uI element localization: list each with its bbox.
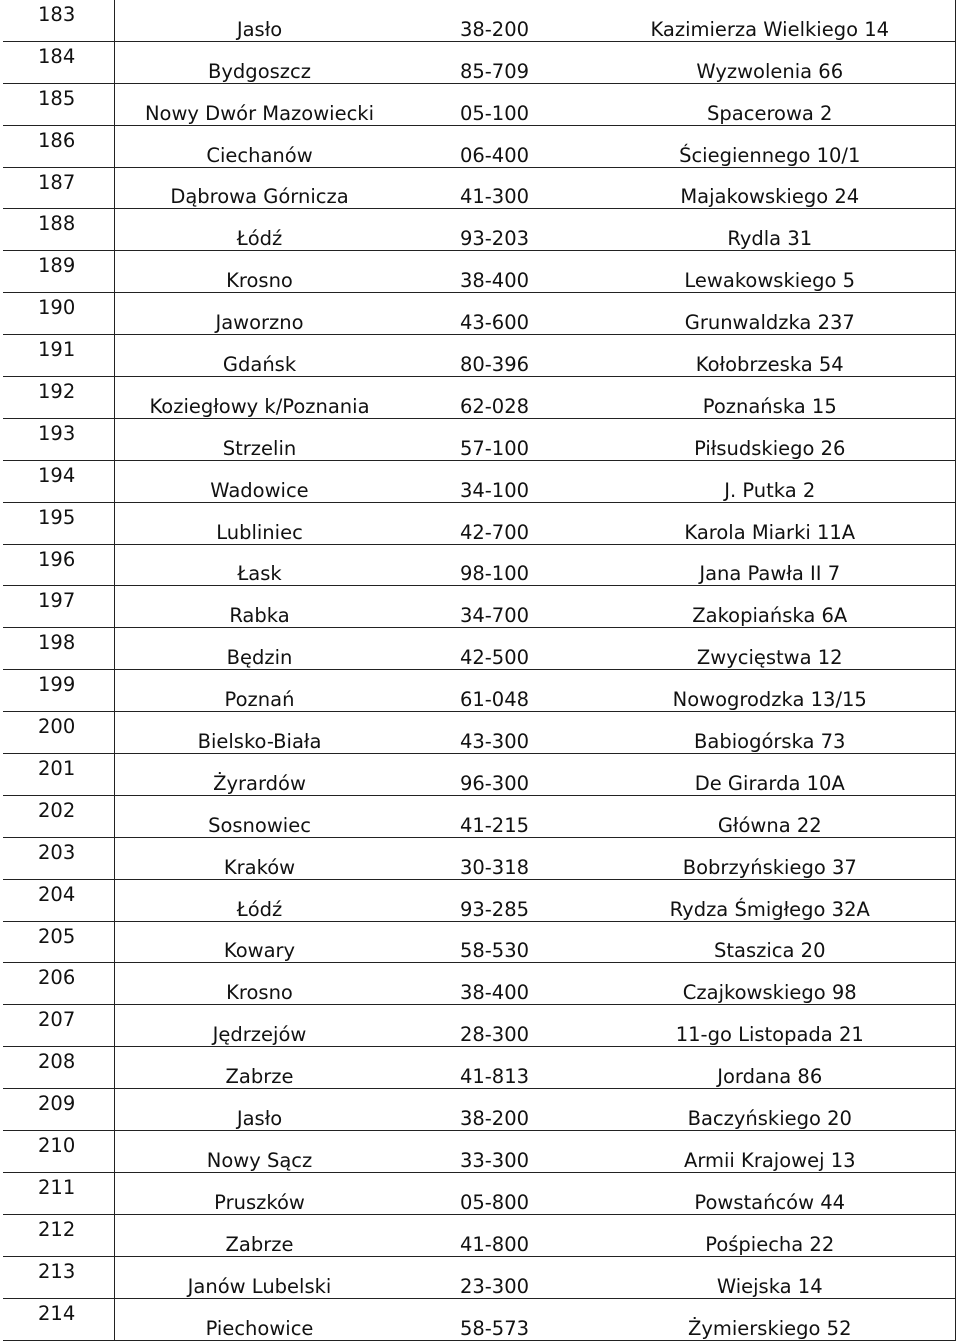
row-number: 205 xyxy=(3,921,114,963)
postal-code-cell: 43-300 xyxy=(459,730,530,754)
table-row xyxy=(3,1256,956,1298)
city-cell: Ciechanów xyxy=(206,143,313,167)
postal-code-cell: 41-215 xyxy=(459,813,530,837)
city-cell: Kowary xyxy=(223,939,296,963)
row-number: 196 xyxy=(3,544,114,586)
street-address-cell: Bobrzyńskiego 37 xyxy=(585,837,956,879)
address-table xyxy=(3,0,956,1341)
table-row xyxy=(3,502,956,544)
row-number: 206 xyxy=(3,963,114,1005)
postal-code-cell: 41-813 xyxy=(459,1065,530,1089)
street-address-cell: Kazimierza Wielkiego 14 xyxy=(585,0,956,41)
table-row xyxy=(3,0,956,41)
postal-code-cell: 34-700 xyxy=(459,604,530,628)
table-row xyxy=(3,293,956,335)
postal-code-cell: 38-400 xyxy=(459,269,530,293)
street-address-cell: Wyzwolenia 66 xyxy=(585,41,956,83)
row-number: 204 xyxy=(3,879,114,921)
city-cell: Nowy Dwór Mazowiecki xyxy=(144,101,375,125)
table-row xyxy=(3,754,956,796)
city-cell: Janów Lubelski xyxy=(187,1274,332,1298)
address-table-body xyxy=(3,0,956,1340)
street-address-cell: Jana Pawła II 7 xyxy=(585,544,956,586)
city-cell: Łódź xyxy=(236,897,283,921)
city-cell: Strzelin xyxy=(222,436,297,460)
table-row xyxy=(3,125,956,167)
street-address-cell: Piłsudskiego 26 xyxy=(585,418,956,460)
city-cell: Poznań xyxy=(224,688,295,712)
postal-code-cell: 98-100 xyxy=(459,562,530,586)
row-number: 198 xyxy=(3,628,114,670)
table-row xyxy=(3,921,956,963)
street-address-cell: Baczyńskiego 20 xyxy=(585,1089,956,1131)
row-number: 195 xyxy=(3,502,114,544)
row-number: 207 xyxy=(3,1005,114,1047)
street-address-cell: Kołobrzeska 54 xyxy=(585,335,956,377)
table-row xyxy=(3,586,956,628)
table-row xyxy=(3,837,956,879)
street-address-cell: Staszica 20 xyxy=(585,921,956,963)
street-address-cell: Powstańców 44 xyxy=(585,1172,956,1214)
street-address-cell: Rydza Śmigłego 32A xyxy=(585,879,956,921)
postal-code-cell: 43-600 xyxy=(459,311,530,335)
row-number: 187 xyxy=(3,167,114,209)
street-address-cell: Wiejska 14 xyxy=(585,1256,956,1298)
table-row xyxy=(3,167,956,209)
row-number: 208 xyxy=(3,1047,114,1089)
table-row xyxy=(3,1172,956,1214)
city-cell: Rabka xyxy=(229,604,290,628)
row-number: 213 xyxy=(3,1256,114,1298)
street-address-cell: Czajkowskiego 98 xyxy=(585,963,956,1005)
postal-code-cell: 05-800 xyxy=(459,1190,530,1214)
postal-code-cell: 62-028 xyxy=(459,394,530,418)
row-number: 210 xyxy=(3,1131,114,1173)
table-row xyxy=(3,670,956,712)
table-row xyxy=(3,963,956,1005)
city-cell: Koziegłowy k/Poznania xyxy=(149,394,370,418)
postal-code-cell: 42-700 xyxy=(459,520,530,544)
city-cell: Bielsko-Biała xyxy=(197,730,322,754)
row-number: 199 xyxy=(3,670,114,712)
city-cell: Jasło xyxy=(236,1107,283,1131)
postal-code-cell: 58-573 xyxy=(459,1316,530,1340)
postal-code-cell: 96-300 xyxy=(459,771,530,795)
table-row xyxy=(3,1298,956,1340)
row-number: 189 xyxy=(3,251,114,293)
city-cell: Kraków xyxy=(223,855,296,879)
postal-code-cell: 28-300 xyxy=(459,1023,530,1047)
table-row xyxy=(3,1089,956,1131)
row-number: 184 xyxy=(3,41,114,83)
row-number: 185 xyxy=(3,83,114,125)
postal-code-cell: 33-300 xyxy=(459,1148,530,1172)
street-address-cell: Zwycięstwa 12 xyxy=(585,628,956,670)
row-number: 197 xyxy=(3,586,114,628)
table-row xyxy=(3,418,956,460)
city-cell: Lubliniec xyxy=(216,520,303,544)
city-cell: Piechowice xyxy=(205,1316,314,1340)
city-cell: Wadowice xyxy=(210,478,309,502)
row-number: 200 xyxy=(3,712,114,754)
row-number: 186 xyxy=(3,125,114,167)
row-number: 191 xyxy=(3,335,114,377)
city-cell: Zabrze xyxy=(225,1232,294,1256)
street-address-cell: 11-go Listopada 21 xyxy=(585,1005,956,1047)
street-address-cell: Majakowskiego 24 xyxy=(585,167,956,209)
city-cell: Jaworzno xyxy=(215,311,304,335)
table-row xyxy=(3,1005,956,1047)
row-number: 194 xyxy=(3,460,114,502)
table-row xyxy=(3,377,956,419)
postal-code-cell: 93-203 xyxy=(459,227,530,251)
city-cell: Krosno xyxy=(226,981,293,1005)
postal-code-cell: 38-200 xyxy=(459,17,530,41)
row-number: 202 xyxy=(3,795,114,837)
street-address-cell: De Girarda 10A xyxy=(585,754,956,796)
postal-code-cell: 30-318 xyxy=(459,855,530,879)
city-cell: Gdańsk xyxy=(222,353,297,377)
street-address-cell: J. Putka 2 xyxy=(585,460,956,502)
postal-code-cell: 06-400 xyxy=(459,143,530,167)
city-cell: Nowy Sącz xyxy=(206,1148,313,1172)
row-number: 203 xyxy=(3,837,114,879)
table-row xyxy=(3,1047,956,1089)
table-row xyxy=(3,879,956,921)
street-address-cell: Rydla 31 xyxy=(585,209,956,251)
table-row xyxy=(3,712,956,754)
table-row xyxy=(3,41,956,83)
city-cell: Dąbrowa Górnicza xyxy=(170,185,349,209)
table-row xyxy=(3,83,956,125)
row-number: 212 xyxy=(3,1214,114,1256)
row-number: 193 xyxy=(3,418,114,460)
postal-code-cell: 05-100 xyxy=(459,101,530,125)
postal-code-cell: 80-396 xyxy=(459,353,530,377)
table-row xyxy=(3,544,956,586)
postal-code-cell: 41-800 xyxy=(459,1232,530,1256)
table-row xyxy=(3,795,956,837)
street-address-cell: Poznańska 15 xyxy=(585,377,956,419)
table-row xyxy=(3,209,956,251)
city-cell: Będzin xyxy=(226,646,293,670)
street-address-cell: Pośpiecha 22 xyxy=(585,1214,956,1256)
postal-code-cell: 38-200 xyxy=(459,1107,530,1131)
street-address-cell: Główna 22 xyxy=(585,795,956,837)
city-cell: Jędrzejów xyxy=(212,1023,307,1047)
postal-code-cell: 23-300 xyxy=(459,1274,530,1298)
postal-code-cell: 58-530 xyxy=(459,939,530,963)
street-address-cell: Karola Miarki 11A xyxy=(585,502,956,544)
city-cell: Zabrze xyxy=(225,1065,294,1089)
city-cell: Sosnowiec xyxy=(208,813,311,837)
street-address-cell: Żymierskiego 52 xyxy=(585,1298,956,1340)
row-number: 214 xyxy=(3,1298,114,1340)
row-number: 211 xyxy=(3,1172,114,1214)
street-address-cell: Jordana 86 xyxy=(585,1047,956,1089)
row-number: 183 xyxy=(3,0,114,41)
postal-code-cell: 42-500 xyxy=(459,646,530,670)
street-address-cell: Babiogórska 73 xyxy=(585,712,956,754)
postal-code-cell: 57-100 xyxy=(459,436,530,460)
street-address-cell: Nowogrodzka 13/15 xyxy=(585,670,956,712)
postal-code-cell: 41-300 xyxy=(459,185,530,209)
postal-code-cell: 85-709 xyxy=(459,59,530,83)
row-number: 188 xyxy=(3,209,114,251)
postal-code-cell: 38-400 xyxy=(459,981,530,1005)
row-number: 209 xyxy=(3,1089,114,1131)
city-cell: Pruszków xyxy=(214,1190,305,1214)
street-address-cell: Zakopiańska 6A xyxy=(585,586,956,628)
table-row xyxy=(3,628,956,670)
city-cell: Bydgoszcz xyxy=(208,59,311,83)
street-address-cell: Lewakowskiego 5 xyxy=(585,251,956,293)
postal-code-cell: 61-048 xyxy=(459,688,530,712)
city-cell: Żyrardów xyxy=(213,771,306,795)
city-cell: Jasło xyxy=(236,17,283,41)
table-row xyxy=(3,335,956,377)
postal-code-cell: 93-285 xyxy=(459,897,530,921)
city-cell: Łask xyxy=(237,562,282,586)
table-row xyxy=(3,460,956,502)
street-address-cell: Grunwaldzka 237 xyxy=(585,293,956,335)
street-address-cell: Spacerowa 2 xyxy=(585,83,956,125)
city-cell: Krosno xyxy=(226,269,293,293)
row-number: 201 xyxy=(3,754,114,796)
row-number: 190 xyxy=(3,293,114,335)
city-cell: Łódź xyxy=(236,227,283,251)
row-number: 192 xyxy=(3,377,114,419)
street-address-cell: Ściegiennego 10/1 xyxy=(585,125,956,167)
postal-code-cell: 34-100 xyxy=(459,478,530,502)
table-row xyxy=(3,251,956,293)
table-row xyxy=(3,1214,956,1256)
street-address-cell: Armii Krajowej 13 xyxy=(585,1131,956,1173)
table-row xyxy=(3,1131,956,1173)
